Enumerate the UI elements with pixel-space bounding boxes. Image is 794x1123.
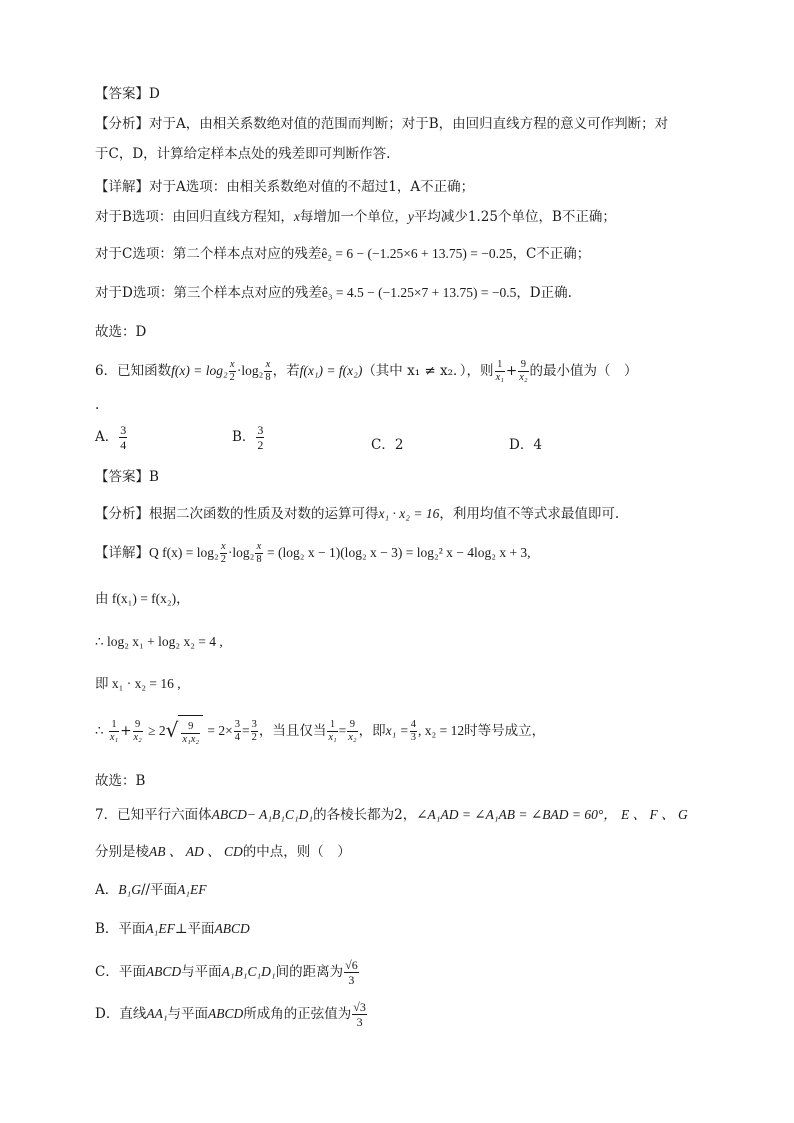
q6-step2: ∴ log₂ x₁ + log₂ x₂ = 4 , [95, 634, 223, 649]
q5-detail-line4: 对于D选项：第三个样本点对应的残差ê₃ = 4.5 − (−1.25×7 + 13.75) = −0.5，D正确. [95, 285, 572, 301]
q7-option-a: A．B₁G//平面A₁EF [95, 882, 207, 898]
option-b-fraction: $\frac{3}{2}$ [257, 423, 264, 452]
q6-stem: 6．已知函数f(x) = log₂ $\frac{x}{2}$ ·log₂ $\frac{x}{8}$ ，若f(x₁) = f(x₂)（其中 x₁ ≠ x₂．），则 $\frac{1}{\text{x₁}}$ + $\frac{9}{\text{x₂}}$ 的最小值为（ ） [95, 358, 638, 383]
q7-stem-line1: 7．已知平行六面体ABCD− A₁B₁C₁D₁的各棱长都为2，∠A₁AD = ∠A₁AB = ∠BAD = 60°， E 、 F 、 G [95, 807, 688, 823]
q6-stem-dot: . [95, 397, 100, 413]
residual-2: ê₂ = 6 − (−1.25×6 + 13.75) = −0.25 [321, 246, 513, 261]
q6-analysis: 【分析】根据二次函数的性质及对数的运算可得x₁ · x₂ = 16，利用均值不等式求最值即可. [95, 506, 620, 522]
q6-step3: 即 x₁ · x₂ = 16 , [95, 676, 181, 691]
q6-answer: 【答案】B [95, 469, 159, 485]
q6-step1: 由 f(x₁) = f(x₂)， [95, 591, 190, 606]
q7-stem-line2: 分别是棱AB 、 AD 、 CD的中点，则（ ） [95, 844, 351, 860]
residual-3: ê₃ = 4.5 − (−1.25×7 + 13.75) = −0.5 [321, 285, 517, 300]
option-d-fraction: $\frac{√3}{3}$ [353, 1000, 366, 1029]
q5-analysis-line1: 【分析】对于A，由相关系数绝对值的范围而判断；对于B，由回归直线方程的意义可作判断；对 [95, 116, 669, 132]
q7-option-c: C．平面ABCD与平面A₁B₁C₁D₁间的距离为 $\frac{√6}{3}$ [95, 958, 358, 987]
frac-9-x2: $\frac{9}{\text{x₂}}$ [519, 358, 528, 383]
q6-option-c: C．2 [371, 437, 404, 453]
q6-step4: ∴ $\frac{1}{\text{x₁}}$ + $\frac{9}{\text{x₂}}$ ≥ 2√ $\frac{9}{\text{x₁x₂}}$ = 2× $\frac{3}{4}$ = $\frac{3}{2}$ ，当且仅当 $\frac{1}{\text{x₁}}$ = $\frac{9}{\text{x₂}}$ ，即x₁ = $\frac{4}{3}$ , x₂ = 12时等号成立， [95, 713, 734, 750]
q7-option-b: B．平面A₁EF⊥平面ABCD [95, 921, 250, 937]
q6-detail: 【详解】Q f(x) = log₂ $\frac{x}{2}$ ·log₂ $\frac{x}{8}$ = (log₂ x − 1)(log₂ x − 3) = log₂² x − 4log₂ x + 3, [95, 540, 531, 565]
sqrt-sign: √ $\frac{9}{\text{x₁x₂}}$ [166, 713, 203, 750]
q5-answer: 【答案】D [95, 86, 160, 102]
frac-1-x1: $\frac{1}{\text{x₁}}$ [495, 358, 504, 383]
q5-detail-line2: 对于B选项：由回归直线方程知，x每增加一个单位，y平均减少1.25个单位，B不正确； [95, 209, 616, 225]
frac-x-8: $\frac{x}{8}$ [265, 358, 271, 383]
q5-analysis-line2: 于C，D，计算给定样本点处的残差即可判断作答. [95, 146, 391, 162]
q7-option-d: D．直线AA₁与平面ABCD所成角的正弦值为 $\frac{√3}{3}$ [95, 1000, 366, 1029]
q6-option-a: A． $\frac{3}{4}$ [95, 423, 127, 452]
frac-x-2: $\frac{x}{2}$ [229, 358, 235, 383]
option-a-fraction: $\frac{3}{4}$ [120, 423, 127, 452]
q6-option-d: D．4 [509, 437, 542, 453]
q6-options [95, 424, 734, 460]
q6-choose: 故选：B [95, 773, 146, 789]
q5-detail-line3: 对于C选项：第二个样本点对应的残差ê₂ = 6 − (−1.25×6 + 13.75) = −0.25，C不正确； [95, 246, 591, 262]
q5-detail-line1: 【详解】对于A选项：由相关系数绝对值的不超过1，A不正确； [95, 179, 475, 195]
q5-choose: 故选：D [95, 324, 147, 340]
option-c-fraction: $\frac{√6}{3}$ [345, 958, 358, 987]
q6-option-b: B． $\frac{3}{2}$ [232, 423, 264, 452]
